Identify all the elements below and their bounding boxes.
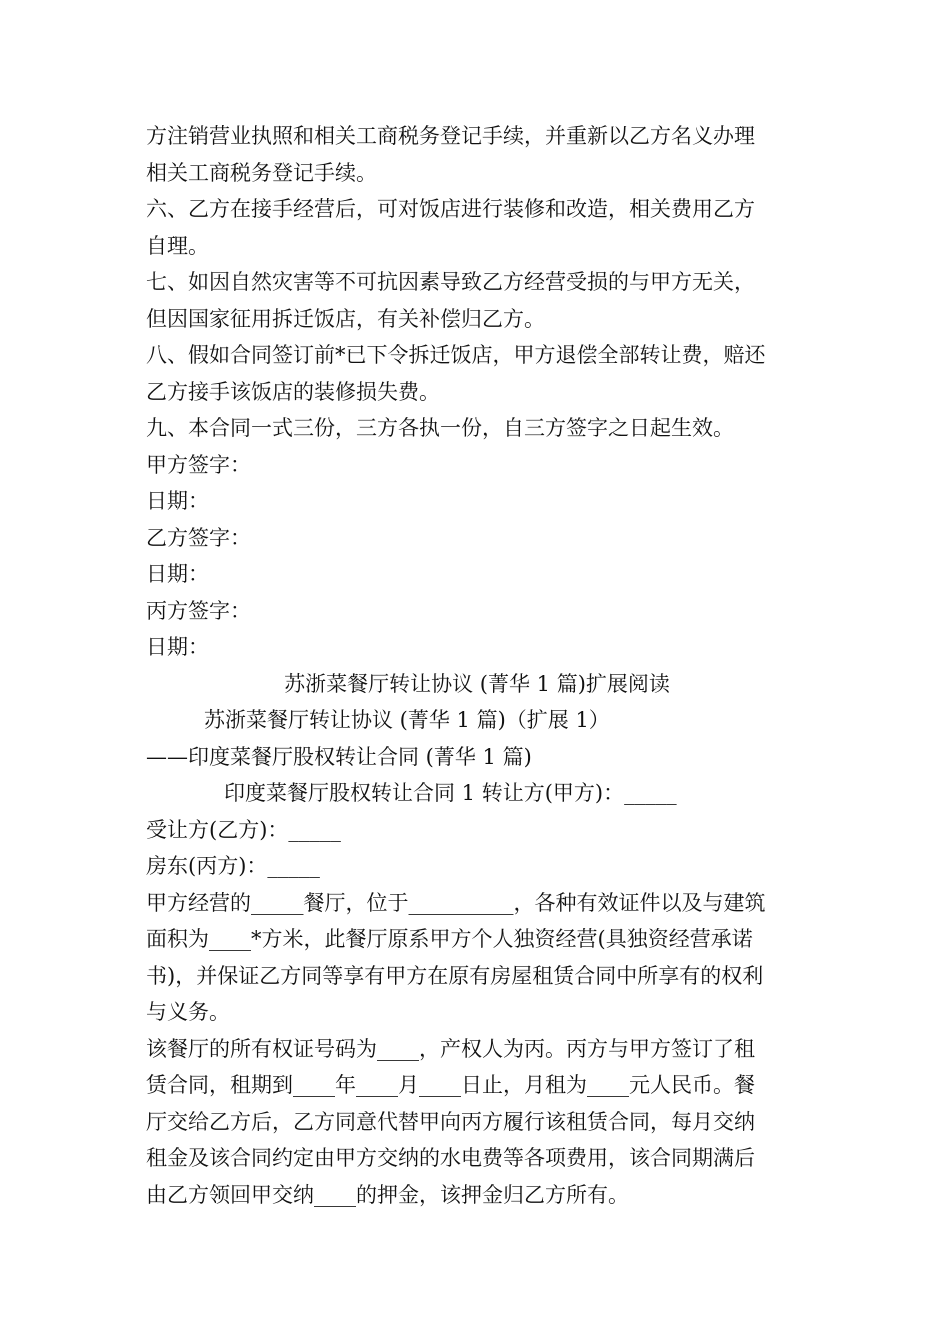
- clause-seven: 七、如因自然灾害等不可抗因素导致乙方经营受损的与甲方无关，: [146, 270, 755, 294]
- text-line: 厅交给乙方后，乙方同意代替甲向丙方履行该租赁合同，每月交纳: [146, 1109, 755, 1134]
- text-line: 甲方经营的_____餐厅，位于__________，各种有效证件以及与建筑: [146, 890, 766, 915]
- text-line: 面积为____*方米，此餐厅原系甲方个人独资经营(具独资经营承诺: [146, 927, 753, 951]
- document-body: [146, 118, 808, 1213]
- clause-six: 六、乙方在接手经营后，可对饭店进行装修和改造，相关费用乙方: [146, 197, 755, 221]
- extended-subheading: 苏浙菜餐厅转让协议 (菁华 1 篇)（扩展 1）: [204, 708, 610, 732]
- transferee-line: 受让方(乙方)：_____: [146, 817, 341, 842]
- clause-nine: 九、本合同一式三份，三方各执一份，自三方签字之日起生效。: [146, 416, 734, 440]
- date-label: 日期：: [146, 635, 209, 659]
- text-line: 但因国家征用拆迁饭店，有关补偿归乙方。: [146, 306, 545, 331]
- clause-eight: 八、假如合同签订前*已下令拆迁饭店，甲方退偿全部转让费，赔还: [146, 343, 766, 367]
- extended-reading-heading: 苏浙菜餐厅转让协议 (菁华 1 篇)扩展阅读: [284, 671, 670, 696]
- text-line: 乙方接手该饭店的装修损失费。: [146, 379, 440, 404]
- party-a-signature-label: 甲方签字：: [146, 452, 251, 477]
- text-line: 自理。: [146, 233, 209, 258]
- date-label: 日期：: [146, 489, 209, 513]
- text-line: 该餐厅的所有权证号码为____，产权人为丙。丙方与甲方签订了租: [146, 1036, 755, 1061]
- date-label: 日期：: [146, 562, 209, 586]
- text-line: 赁合同，租期到____年____月____日止，月租为____元人民币。餐: [146, 1073, 755, 1097]
- party-b-signature-label: 乙方签字：: [146, 525, 251, 550]
- text-line: 相关工商税务登记手续。: [146, 160, 377, 185]
- party-c-signature-label: 丙方签字：: [146, 598, 251, 623]
- text-line: 与义务。: [146, 1000, 230, 1024]
- text-line: 租金及该合同约定由甲方交纳的水电费等各项费用，该合同期满后: [146, 1146, 755, 1170]
- text-line: 书)，并保证乙方同等享有甲方在原有房屋租赁合同中所享有的权利: [146, 963, 764, 988]
- landlord-line: 房东(丙方)：_____: [146, 854, 320, 878]
- text-line: 方注销营业执照和相关工商税务登记手续，并重新以乙方名义办理: [146, 124, 755, 148]
- text-line: 由乙方领回甲交纳____的押金，该押金归乙方所有。: [146, 1182, 629, 1207]
- contract-heading: 印度菜餐厅股权转让合同 1 转让方(甲方)：_____: [224, 781, 677, 805]
- contract-title-line: ——印度菜餐厅股权转让合同 (菁华 1 篇): [146, 744, 532, 769]
